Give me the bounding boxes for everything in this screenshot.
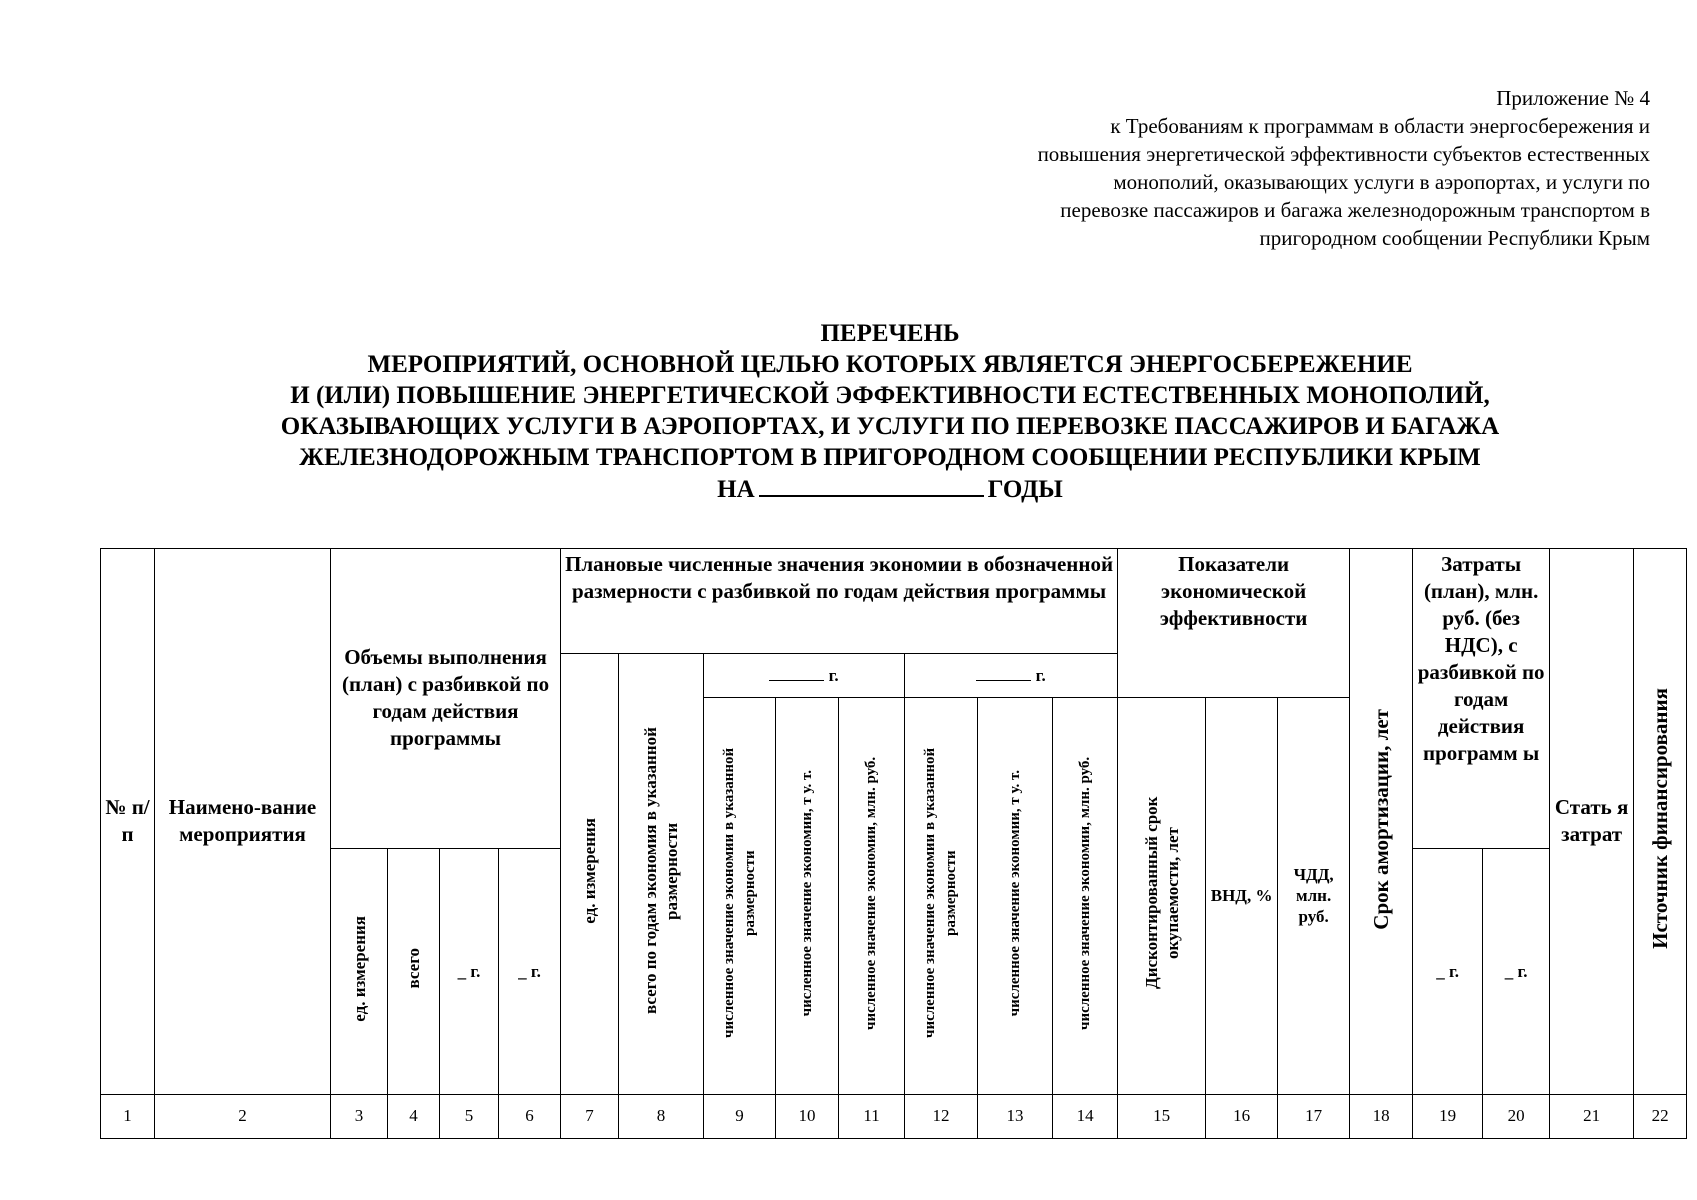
appendix-line: к Требованиям к программам в области энергосбережения и [1110,114,1650,138]
header-article: Стать я затрат [1550,549,1634,1095]
col-number: 10 [776,1094,839,1138]
header-volumes: Объемы выполнения (план) с разбивкой по годам действия программы [331,549,561,849]
col-number: 11 [839,1094,905,1138]
col-number: 12 [905,1094,978,1138]
measures-table [100,548,1687,1139]
col-number: 15 [1118,1094,1206,1138]
sub-chdd: ЧДД, млн. руб. [1278,697,1350,1094]
col-number: 14 [1053,1094,1118,1138]
header-name: Наимено-вание мероприятия [155,549,331,1095]
document-title [0,318,1697,505]
title-prefix: НА [717,476,755,503]
col-number: 7 [561,1094,619,1138]
sub-vnd: ВНД, % [1206,697,1278,1094]
sub-val-tut-1: численное значение экономии, т у. т. [776,697,839,1094]
col-number: 8 [619,1094,704,1138]
col-number: 5 [440,1094,499,1138]
sub-unit-volumes: ед. измерения [331,848,388,1094]
title-line: И (ИЛИ) ПОВЫШЕНИЕ ЭНЕРГЕТИЧЕСКОЙ ЭФФЕКТИВНОСТИ ЕСТЕСТВЕННЫХ МОНОПОЛИЙ, [290,382,1490,409]
header-costs: Затраты (план), млн. руб. (без НДС), с разбивкой по годам действия программ ы [1413,549,1550,849]
col-number: 2 [155,1094,331,1138]
appendix-header [890,84,1650,252]
years-blank-field [759,473,984,497]
col-number: 22 [1634,1094,1687,1138]
amortization-label: Срок амортизации, лет [1368,708,1393,930]
sub-val-dim-2: численное значение экономии в указанной размерности [905,697,978,1094]
title-line: ЖЕЛЕЗНОДОРОЖНЫМ ТРАНСПОРТОМ В ПРИГОРОДНОМ СООБЩЕНИИ РЕСПУБЛИКИ КРЫМ [299,444,1481,471]
appendix-line: повышения энергетической эффективности субъектов естественных [1037,142,1650,166]
col-number: 17 [1278,1094,1350,1138]
year-group-2: г. [905,653,1118,697]
column-numbers-row [101,1094,1687,1138]
col-number: 21 [1550,1094,1634,1138]
col-number: 3 [331,1094,388,1138]
sub-val-dim-1: численное значение экономии в указанной размерности [704,697,776,1094]
col-number: 13 [978,1094,1053,1138]
col-number: 20 [1483,1094,1550,1138]
sub-val-rub-2: численное значение экономии, млн. руб. [1053,697,1118,1094]
appendix-line: перевозке пассажиров и багажа железнодорожным транспортом в [1060,198,1650,222]
sub-payback: Дисконтированный срок окупаемости, лет [1118,697,1206,1094]
col-number: 18 [1350,1094,1413,1138]
sub-year-cost-2: _ г. [1483,848,1550,1094]
col-number: 4 [388,1094,440,1138]
sub-total-years: всего по годам экономия в указанной размерности [619,653,704,1094]
source-label: Источник финансирования [1647,688,1672,950]
appendix-line: пригородном сообщении Республики Крым [1259,226,1650,250]
appendix-line: Приложение № 4 [1496,86,1650,110]
title-line: МЕРОПРИЯТИЙ, ОСНОВНОЙ ЦЕЛЬЮ КОТОРЫХ ЯВЛЯЕТСЯ ЭНЕРГОСБЕРЕЖЕНИЕ [367,351,1413,378]
sub-total-volumes: всего [388,848,440,1094]
col-number: 1 [101,1094,155,1138]
sub-year-vol-2: _ г. [499,848,561,1094]
title-suffix: ГОДЫ [987,476,1063,503]
sub-val-rub-1: численное значение экономии, млн. руб. [839,697,905,1094]
col-number: 19 [1413,1094,1483,1138]
header-savings: Плановые численные значения экономии в обозначенной размерности с разбивкой по годам действия программы [561,549,1118,654]
title-line: ПЕРЕЧЕНЬ [820,320,960,347]
header-num: № п/п [101,549,155,1095]
col-number: 16 [1206,1094,1278,1138]
sub-unit-savings: ед. измерения [561,653,619,1094]
col-number: 9 [704,1094,776,1138]
header-amortization [1350,549,1413,1095]
title-years-line [0,473,1697,505]
appendix-line: монополий, оказывающих услуги в аэропортах, и услуги по [1113,170,1650,194]
sub-year-vol-1: _ г. [440,848,499,1094]
title-line: ОКАЗЫВАЮЩИХ УСЛУГИ В АЭРОПОРТАХ, И УСЛУГИ ПО ПЕРЕВОЗКЕ ПАССАЖИРОВ И БАГАЖА [280,413,1500,440]
sub-val-tut-2: численное значение экономии, т у. т. [978,697,1053,1094]
col-number: 6 [499,1094,561,1138]
sub-year-cost-1: _ г. [1413,848,1483,1094]
year-group-1: г. [704,653,905,697]
header-econ: Показатели экономической эффективности [1118,549,1350,698]
header-source [1634,549,1687,1095]
